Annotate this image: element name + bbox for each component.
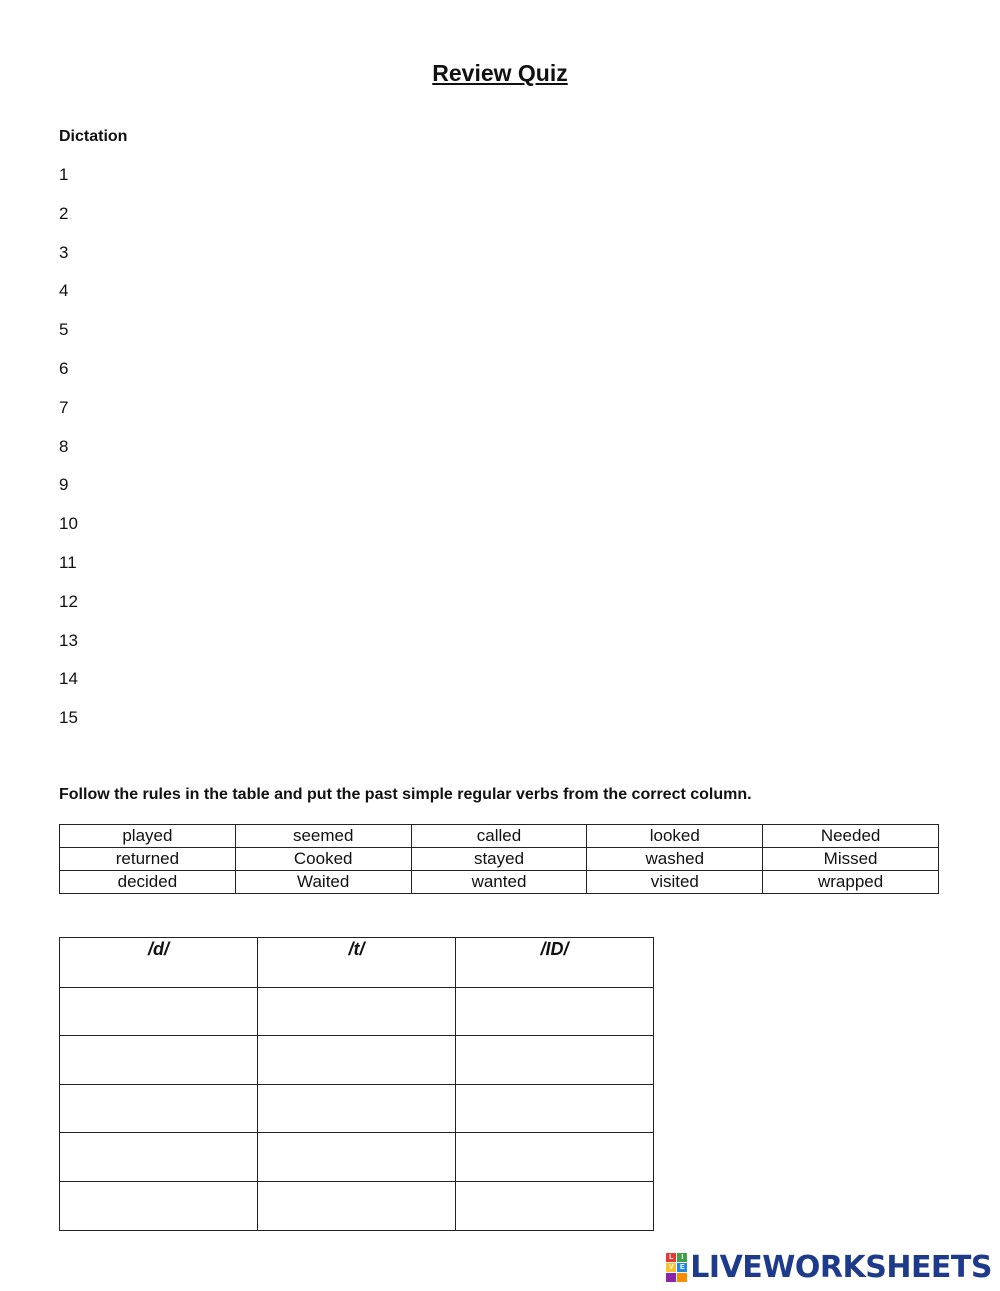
word-cell: decided	[60, 871, 236, 894]
table-row	[60, 1036, 654, 1085]
answer-cell[interactable]	[60, 1084, 258, 1133]
dictation-item: 9	[59, 475, 69, 495]
answer-cell[interactable]	[456, 1181, 654, 1230]
dictation-item: 15	[59, 708, 78, 728]
brand-name: LIVEWORKSHEETS	[690, 1250, 992, 1285]
word-cell: Needed	[763, 825, 939, 848]
dictation-item: 4	[59, 281, 69, 301]
answer-cell[interactable]	[60, 987, 258, 1036]
word-cell: Missed	[763, 848, 939, 871]
dictation-item: 11	[59, 552, 77, 572]
answer-cell[interactable]	[456, 1133, 654, 1182]
word-bank-table	[59, 824, 939, 894]
word-cell: played	[60, 825, 236, 848]
dictation-list	[59, 164, 78, 746]
dictation-item: 10	[59, 514, 78, 534]
table-row	[60, 987, 654, 1036]
word-cell: wanted	[411, 871, 587, 894]
table-row	[60, 825, 939, 848]
instruction-text: Follow the rules in the table and put the past simple regular verbs from the correct column.	[59, 786, 752, 803]
word-cell: Cooked	[235, 848, 411, 871]
dictation-item: 1	[59, 165, 69, 184]
dictation-item: 3	[59, 242, 69, 262]
word-cell: looked	[587, 825, 763, 848]
answer-cell[interactable]	[456, 987, 654, 1036]
logo-icon	[666, 1253, 687, 1282]
answer-cell[interactable]	[258, 1133, 456, 1182]
column-header: /t/	[258, 938, 456, 988]
answer-cell[interactable]	[60, 1181, 258, 1230]
table-row	[60, 871, 939, 894]
word-cell: called	[411, 825, 587, 848]
logo-tile	[666, 1273, 676, 1282]
answer-cell[interactable]	[258, 1181, 456, 1230]
dictation-item: 14	[59, 669, 78, 689]
answer-cell[interactable]	[456, 1084, 654, 1133]
table-row	[60, 1181, 654, 1230]
dictation-item: 8	[59, 436, 69, 456]
word-cell: Waited	[235, 871, 411, 894]
word-cell: wrapped	[763, 871, 939, 894]
logo-tile: I	[677, 1253, 687, 1262]
word-cell: seemed	[235, 825, 411, 848]
answer-cell[interactable]	[258, 1084, 456, 1133]
word-cell: visited	[587, 871, 763, 894]
column-header: /ID/	[456, 938, 654, 988]
logo-tile	[677, 1273, 687, 1282]
answer-cell[interactable]	[60, 1133, 258, 1182]
sorting-table	[59, 937, 654, 1231]
dictation-item: 6	[59, 358, 69, 378]
dictation-item: 7	[59, 397, 69, 417]
answer-cell[interactable]	[258, 1036, 456, 1085]
answer-cell[interactable]	[60, 1036, 258, 1085]
dictation-label: Dictation	[59, 128, 128, 145]
logo-tile: L	[666, 1253, 676, 1262]
dictation-item: 13	[59, 630, 78, 650]
logo-tile: E	[677, 1263, 687, 1272]
logo-tile: V	[666, 1263, 676, 1272]
word-cell: returned	[60, 848, 236, 871]
dictation-item: 5	[59, 320, 69, 340]
table-row	[60, 1133, 654, 1182]
word-cell: washed	[587, 848, 763, 871]
table-row	[60, 1084, 654, 1133]
column-header: /d/	[60, 938, 258, 988]
page-title: Review Quiz	[432, 60, 568, 86]
answer-cell[interactable]	[456, 1036, 654, 1085]
word-cell: stayed	[411, 848, 587, 871]
dictation-item: 2	[59, 203, 69, 223]
dictation-item: 12	[59, 591, 78, 611]
table-row	[60, 848, 939, 871]
liveworksheets-logo	[666, 1250, 992, 1285]
answer-cell[interactable]	[258, 987, 456, 1036]
